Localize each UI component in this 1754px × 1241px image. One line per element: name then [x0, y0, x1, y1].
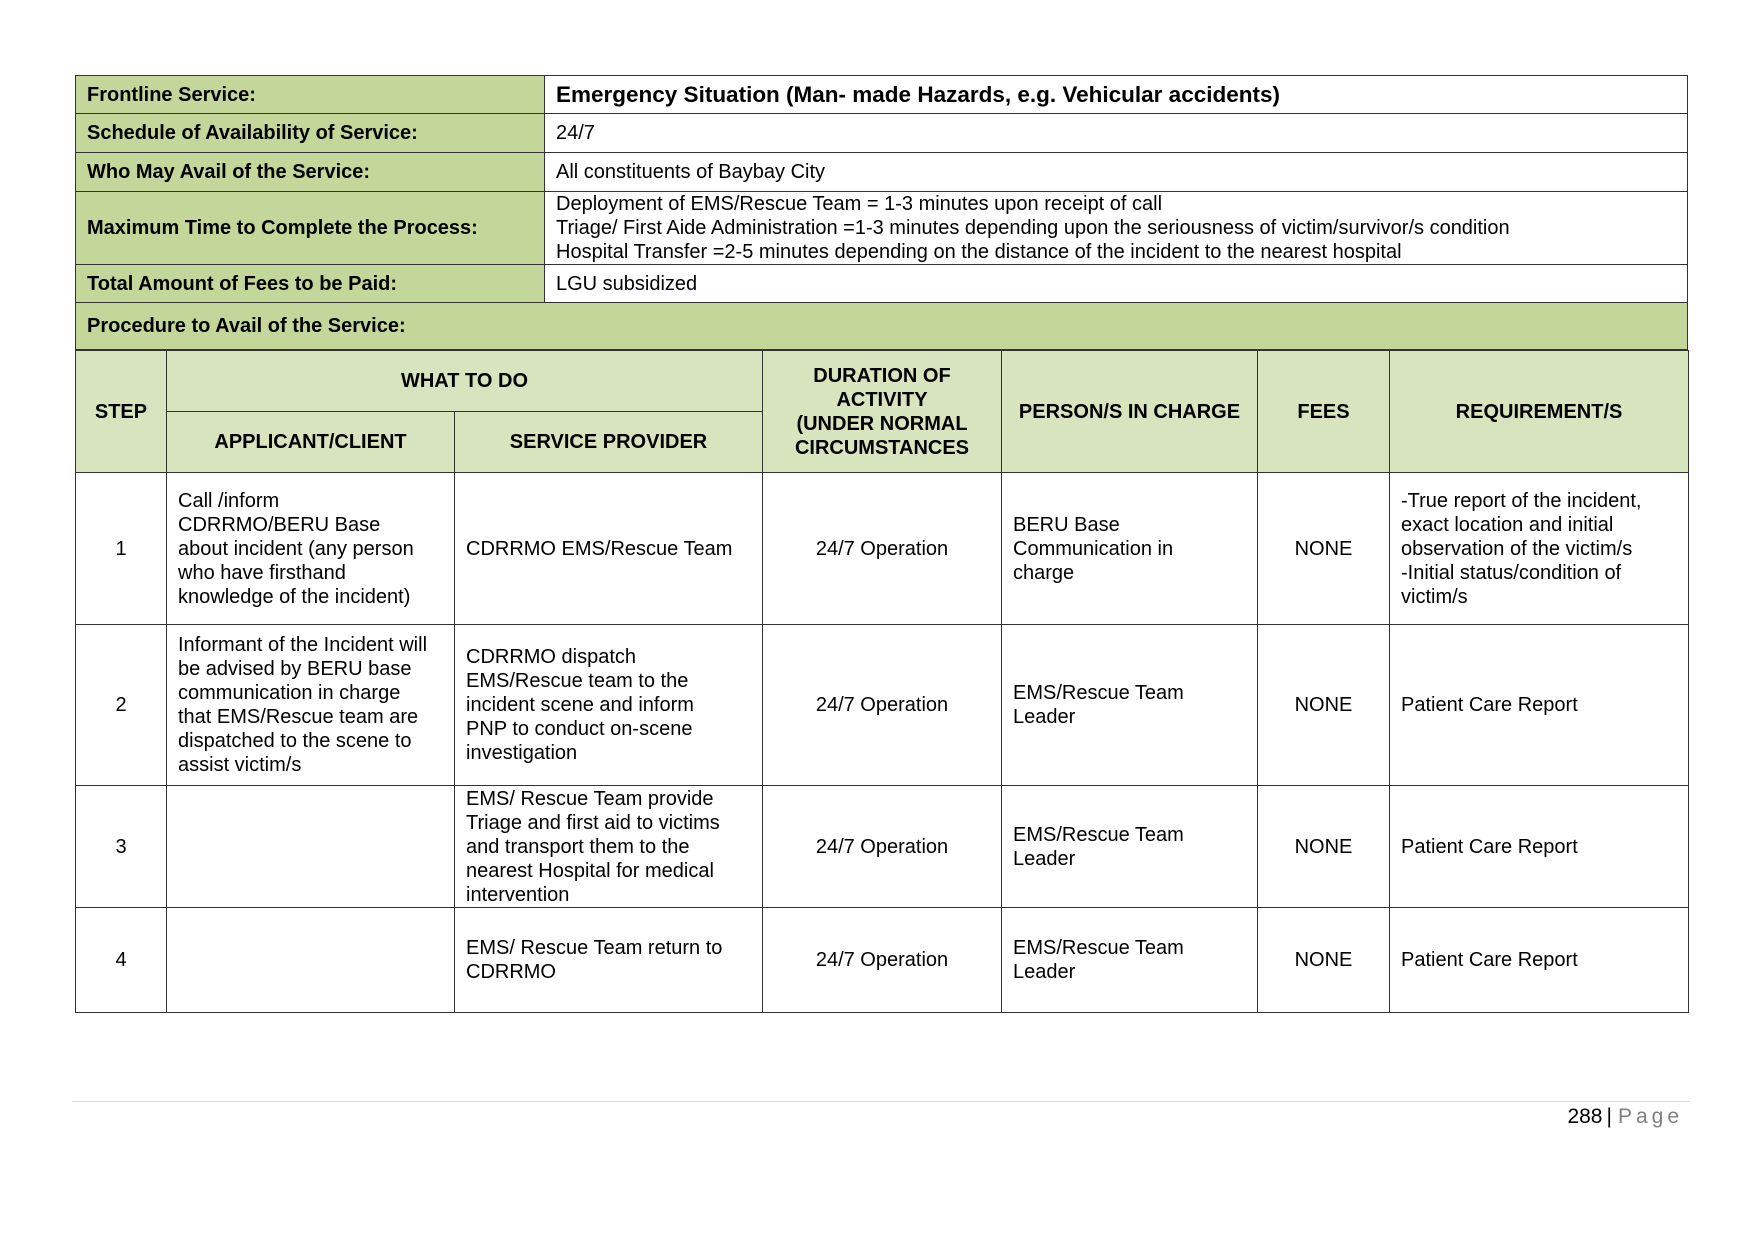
- cell-line: EMS/Rescue team to the: [466, 670, 689, 692]
- cell-line: charge: [1013, 561, 1075, 584]
- what-to-do-header: WHAT TO DO: [167, 351, 763, 412]
- max-time-label: Maximum Time to Complete the Process:: [76, 192, 545, 265]
- step-header: STEP: [76, 351, 167, 473]
- cell-line: observation of the victim/s: [1401, 537, 1633, 560]
- footer-divider: [72, 1101, 1690, 1102]
- provider-header: SERVICE PROVIDER: [455, 412, 763, 473]
- fees-row: [76, 265, 1688, 303]
- header-row-1: [76, 351, 1689, 412]
- duration-header-line: ACTIVITY: [836, 388, 928, 411]
- service-info-table: [75, 75, 1688, 350]
- provider-cell: [455, 473, 763, 625]
- fees-cell: NONE: [1258, 625, 1390, 786]
- cell-line: intervention: [466, 883, 570, 906]
- fees-cell: NONE: [1258, 473, 1390, 625]
- cell-line: and transport them to the: [466, 835, 690, 858]
- person-cell: [1002, 786, 1258, 908]
- cell-line: CDRRMO EMS/Rescue Team: [466, 537, 733, 560]
- duration-cell: 24/7 Operation: [763, 625, 1002, 786]
- cell-line: Leader: [1013, 847, 1076, 870]
- who-value: All constituents of Baybay City: [545, 153, 1688, 192]
- provider-cell: [455, 625, 763, 786]
- cell-line: communication in charge: [178, 682, 401, 704]
- cell-line: EMS/ Rescue Team return to: [466, 937, 723, 959]
- schedule-label: Schedule of Availability of Service:: [76, 114, 545, 153]
- duration-cell: 24/7 Operation: [763, 473, 1002, 625]
- fees-header: FEES: [1258, 351, 1390, 473]
- table-row: [76, 625, 1689, 786]
- fees-label: Total Amount of Fees to be Paid:: [76, 265, 545, 303]
- cell-line: CDRRMO dispatch: [466, 646, 637, 668]
- cell-line: nearest Hospital for medical: [466, 859, 714, 882]
- cell-line: that EMS/Rescue team are: [178, 706, 419, 728]
- duration-cell: 24/7 Operation: [763, 908, 1002, 1013]
- step-number: 3: [76, 786, 167, 908]
- requirements-cell: [1390, 473, 1689, 625]
- schedule-row: [76, 114, 1688, 153]
- duration-header-line: DURATION OF: [813, 364, 951, 387]
- cell-line: CDRRMO: [466, 961, 556, 983]
- requirements-cell: [1390, 786, 1689, 908]
- applicant-header: APPLICANT/CLIENT: [167, 412, 455, 473]
- requirements-cell: [1390, 908, 1689, 1013]
- frontline-row: [76, 76, 1688, 114]
- applicant-cell: [167, 786, 455, 908]
- cell-line: -Initial status/condition of: [1401, 561, 1622, 584]
- cell-line: exact location and initial: [1401, 513, 1614, 536]
- cell-line: incident scene and inform: [466, 694, 694, 716]
- applicant-cell: [167, 625, 455, 786]
- person-header: PERSON/S IN CHARGE: [1002, 351, 1258, 473]
- cell-line: EMS/Rescue Team: [1013, 823, 1184, 846]
- frontline-value: Emergency Situation (Man- made Hazards, e.g. Vehicular accidents): [545, 76, 1688, 114]
- cell-line: Patient Care Report: [1401, 949, 1578, 971]
- step-number: 1: [76, 473, 167, 625]
- cell-line: Patient Care Report: [1401, 694, 1578, 716]
- cell-line: who have firsthand: [178, 561, 346, 584]
- table-row: [76, 786, 1689, 908]
- step-number: 2: [76, 625, 167, 786]
- cell-line: Call /inform: [178, 489, 280, 512]
- who-label: Who May Avail of the Service:: [76, 153, 545, 192]
- duration-cell: 24/7 Operation: [763, 786, 1002, 908]
- cell-line: EMS/Rescue Team: [1013, 937, 1184, 959]
- cell-line: Triage and first aid to victims: [466, 811, 720, 834]
- cell-line: investigation: [466, 742, 578, 764]
- max-time-row: [76, 192, 1688, 265]
- applicant-cell: [167, 473, 455, 625]
- page-separator: |: [1606, 1105, 1612, 1128]
- cell-line: be advised by BERU base: [178, 658, 412, 680]
- fees-cell: NONE: [1258, 786, 1390, 908]
- page-word: Page: [1617, 1105, 1683, 1128]
- table-row: [76, 473, 1689, 625]
- max-time-line: Deployment of EMS/Rescue Team = 1-3 minutes upon receipt of call: [556, 193, 1163, 215]
- page-number: 288: [1567, 1105, 1603, 1128]
- provider-cell: [455, 908, 763, 1013]
- procedure-table: [75, 350, 1689, 1013]
- cell-line: about incident (any person: [178, 537, 414, 560]
- page-number-footer: [1567, 1105, 1683, 1129]
- cell-line: EMS/ Rescue Team provide: [466, 787, 714, 810]
- fees-value: LGU subsidized: [545, 265, 1688, 303]
- requirements-header: REQUIREMENT/S: [1390, 351, 1689, 473]
- cell-line: Communication in: [1013, 537, 1174, 560]
- cell-line: assist victim/s: [178, 754, 302, 776]
- cell-line: Informant of the Incident will: [178, 634, 428, 656]
- table-row: [76, 908, 1689, 1013]
- max-time-line: Triage/ First Aide Administration =1-3 minutes depending upon the seriousness of victim/survivor/s condition: [556, 217, 1510, 239]
- max-time-value: [545, 192, 1688, 265]
- who-row: [76, 153, 1688, 192]
- applicant-cell: [167, 908, 455, 1013]
- duration-header-line: CIRCUMSTANCES: [794, 436, 970, 459]
- requirements-cell: [1390, 625, 1689, 786]
- cell-line: EMS/Rescue Team: [1013, 682, 1184, 704]
- cell-line: -True report of the incident,: [1401, 489, 1642, 512]
- person-cell: [1002, 473, 1258, 625]
- procedure-label: Procedure to Avail of the Service:: [76, 303, 1688, 350]
- step-number: 4: [76, 908, 167, 1013]
- duration-header-line: (UNDER NORMAL: [796, 412, 968, 435]
- cell-line: Leader: [1013, 961, 1076, 983]
- frontline-label: Frontline Service:: [76, 76, 545, 114]
- cell-line: Patient Care Report: [1401, 835, 1578, 858]
- cell-line: BERU Base: [1013, 513, 1120, 536]
- fees-cell: NONE: [1258, 908, 1390, 1013]
- cell-line: knowledge of the incident): [178, 585, 411, 608]
- cell-line: victim/s: [1401, 585, 1468, 608]
- cell-line: dispatched to the scene to: [178, 730, 412, 752]
- person-cell: [1002, 908, 1258, 1013]
- duration-header: [763, 351, 1002, 473]
- person-cell: [1002, 625, 1258, 786]
- max-time-line: Hospital Transfer =2-5 minutes depending on the distance of the incident to the nearest hospital: [556, 241, 1402, 263]
- schedule-value: 24/7: [545, 114, 1688, 153]
- provider-cell: [455, 786, 763, 908]
- procedure-row: [76, 303, 1688, 350]
- cell-line: Leader: [1013, 706, 1076, 728]
- cell-line: CDRRMO/BERU Base: [178, 513, 381, 536]
- cell-line: PNP to conduct on-scene: [466, 718, 693, 740]
